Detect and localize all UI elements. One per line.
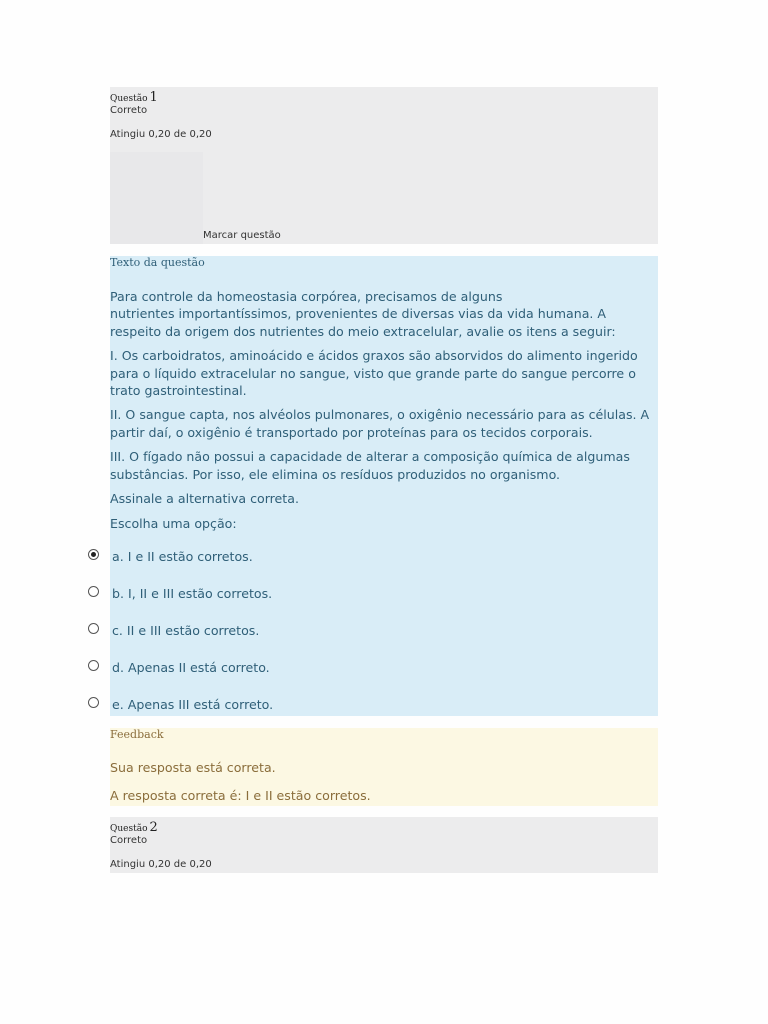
answer-label[interactable]: e. Apenas III está correto. bbox=[112, 697, 274, 712]
answer-option-d[interactable] bbox=[86, 655, 658, 679]
radio-button[interactable] bbox=[88, 623, 99, 634]
radio-button[interactable] bbox=[88, 697, 99, 708]
question-number bbox=[110, 820, 158, 835]
feedback-title: Feedback bbox=[110, 728, 164, 741]
radio-button-selected[interactable] bbox=[88, 549, 99, 560]
radio-background bbox=[86, 618, 110, 642]
answer-label[interactable]: a. I e II estão corretos. bbox=[112, 549, 253, 564]
question-formulation bbox=[110, 256, 658, 716]
answer-option-a[interactable] bbox=[86, 544, 658, 568]
answer-option-e[interactable] bbox=[86, 692, 658, 716]
feedback-correct-answer: A resposta correta é: I e II estão corretos. bbox=[110, 788, 371, 803]
question-label: Questão bbox=[110, 94, 148, 104]
question-1-info bbox=[110, 87, 658, 244]
radio-button[interactable] bbox=[88, 586, 99, 597]
question-item-1: I. Os carboidratos, aminoácido e ácidos graxos são absorvidos do alimento ingerido para o líquido extracelular no sangue, visto que grande parte do sangue percorre o trato gastrointestinal. bbox=[110, 348, 638, 398]
question-text-title: Texto da questão bbox=[110, 256, 205, 269]
answer-prompt: Escolha uma opção: bbox=[110, 516, 237, 531]
question-number-value: 1 bbox=[149, 90, 158, 105]
radio-background bbox=[86, 655, 110, 679]
flag-area bbox=[110, 152, 203, 244]
question-grade: Atingiu 0,20 de 0,20 bbox=[110, 859, 212, 870]
question-number-value: 2 bbox=[149, 820, 158, 835]
question-intro-line1: Para controle da homeostasia corpórea, precisamos de alguns bbox=[110, 289, 503, 304]
question-item-2: II. O sangue capta, nos alvéolos pulmonares, o oxigênio necessário para as células. A partir daí, o oxigênio é transportado por proteínas para os tecidos corporais. bbox=[110, 407, 650, 440]
answer-option-c[interactable] bbox=[86, 618, 658, 642]
feedback-result: Sua resposta está correta. bbox=[110, 760, 276, 775]
feedback-panel bbox=[110, 728, 658, 806]
answer-option-b[interactable] bbox=[86, 581, 658, 605]
answer-label[interactable]: c. II e III estão corretos. bbox=[112, 623, 260, 638]
question-intro-line2: nutrientes importantíssimos, provenientes de diversas vias da vida humana. A respeito da origem dos nutrientes do meio extracelular, avalie os itens a seguir: bbox=[110, 306, 616, 339]
answer-label[interactable]: b. I, II e III estão corretos. bbox=[112, 586, 273, 601]
question-state: Correto bbox=[110, 105, 148, 116]
question-instruction: Assinale a alternativa correta. bbox=[110, 491, 299, 506]
question-item-3: III. O fígado não possui a capacidade de alterar a composição química de algumas substâncias. Por isso, ele elimina os resíduos produzidos no organismo. bbox=[110, 449, 630, 482]
question-2-info bbox=[110, 817, 658, 873]
question-state: Correto bbox=[110, 835, 148, 846]
question-label: Questão bbox=[110, 824, 148, 834]
radio-background bbox=[86, 692, 110, 716]
radio-button[interactable] bbox=[88, 660, 99, 671]
question-grade: Atingiu 0,20 de 0,20 bbox=[110, 129, 212, 140]
radio-background bbox=[86, 544, 110, 568]
answer-label[interactable]: d. Apenas II está correto. bbox=[112, 660, 270, 675]
radio-background bbox=[86, 581, 110, 605]
flag-question-link[interactable]: Marcar questão bbox=[203, 230, 281, 241]
question-number bbox=[110, 90, 158, 105]
